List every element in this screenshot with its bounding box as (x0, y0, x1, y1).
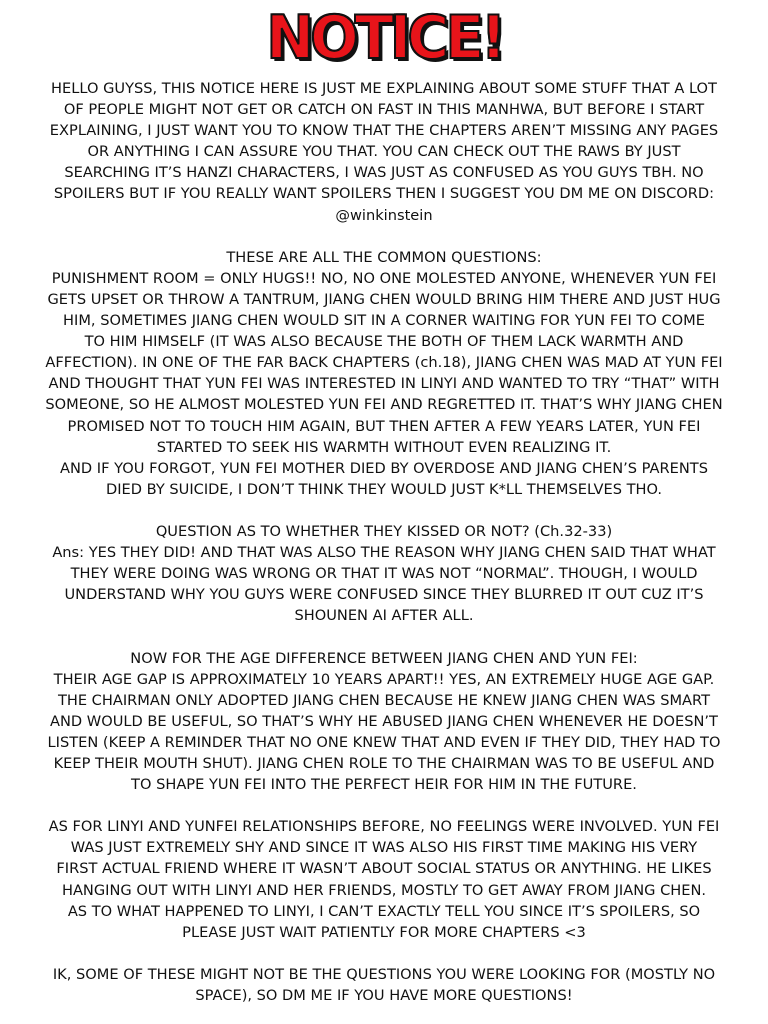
text-line: SOMEONE, SO HE ALMOST MOLESTED YUN FEI AND REGRETTED IT. THAT’S WHY JIANG CHEN (45, 396, 723, 414)
text-line: LISTEN (KEEP A REMINDER THAT NO ONE KNEW THAT AND EVEN IF THEY DID, THEY HAD TO (47, 733, 721, 751)
notice-title: NOTICE! (265, 3, 503, 73)
text-line: AS TO WHAT HAPPENED TO LINYI, I CAN’T EXACTLY TELL YOU SINCE IT’S SPOILERS, SO (67, 902, 701, 920)
text-line: WAS JUST EXTREMELY SHY AND SINCE IT WAS ALSO HIS FIRST TIME MAKING HIS VERY (70, 839, 698, 857)
text-line: AFFECTION). IN ONE OF THE FAR BACK CHAPTERS (ch.18), JIANG CHEN WAS MAD AT YUN FEI (45, 354, 723, 372)
text-line: AND THOUGHT THAT YUN FEI WAS INTERESTED IN LINYI AND WANTED TO TRY “THAT” WITH (48, 375, 720, 393)
text-line: PROMISED NOT TO TOUCH HIM AGAIN, BUT THEN AFTER A FEW YEARS LATER, YUN FEI (67, 417, 701, 435)
text-line: KEEP THEIR MOUTH SHUT). JIANG CHEN ROLE TO THE CHAIRMAN WAS TO BE USEFUL AND (53, 755, 715, 772)
text-line: HIM, SOMETIMES JIANG CHEN WOULD SIT IN A CORNER WAITING FOR YUN FEI TO COME (63, 312, 705, 330)
text-line: IK, SOME OF THESE MIGHT NOT BE THE QUESTIONS YOU WERE LOOKING FOR (MOSTLY NO (52, 965, 716, 983)
text-line: TO SHAPE YUN FEI INTO THE PERFECT HEIR FOR HIM IN THE FUTURE. (131, 776, 637, 794)
notice-body (10, 78, 758, 1006)
paragraph-gap (10, 226, 758, 247)
text-line: PLEASE JUST WAIT PATIENTLY FOR MORE CHAPTERS <3 (182, 923, 586, 941)
text-line: STARTED TO SEEK HIS WARMTH WITHOUT EVEN REALIZING IT. (156, 438, 612, 456)
text-line: THESE ARE ALL THE COMMON QUESTIONS: (226, 248, 542, 266)
text-line: THE CHAIRMAN ONLY ADOPTED JIANG CHEN BECAUSE HE KNEW JIANG CHEN WAS SMART (57, 691, 711, 709)
text-line: THEIR AGE GAP IS APPROXIMATELY 10 YEARS APART!! YES, AN EXTREMELY HUGE AGE GAP. (53, 670, 715, 688)
text-line: EXPLAINING, I JUST WANT YOU TO KNOW THAT THE CHAPTERS AREN’T MISSING ANY PAGES (49, 122, 719, 140)
text-line: THEY WERE DOING WAS WRONG OR THAT IT WAS NOT “NORMAL”. THOUGH, I WOULD (70, 565, 698, 583)
text-line: OF PEOPLE MIGHT NOT GET OR CATCH ON FAST IN THIS MANHWA, BUT BEFORE I START (63, 101, 705, 119)
text-line: @winkinstein (335, 206, 433, 224)
text-line: AND WOULD BE USEFUL, SO THAT’S WHY HE ABUSED JIANG CHEN WHENEVER HE DOESN’T (50, 712, 718, 730)
text-line: OR ANYTHING I CAN ASSURE YOU THAT. YOU CAN CHECK OUT THE RAWS BY JUST (87, 143, 681, 161)
text-line: SEARCHING IT’S HANZI CHARACTERS, I WAS JUST AS CONFUSED AS YOU GUYS TBH. NO (64, 164, 704, 182)
text-line: AND IF YOU FORGOT, YUN FEI MOTHER DIED BY OVERDOSE AND JIANG CHEN’S PARENTS (60, 459, 708, 477)
text-line: SPACE), SO DM ME IF YOU HAVE MORE QUESTIONS! (195, 987, 573, 1005)
text-line: TO HIM HIMSELF (IT WAS ALSO BECAUSE THE BOTH OF THEM LACK WARMTH AND (84, 333, 684, 351)
text-line: GETS UPSET OR THROW A TANTRUM, JIANG CHEN WOULD BRING HIM THERE AND JUST HUG (47, 290, 721, 308)
paragraph-gap (10, 500, 758, 521)
paragraph-gap (10, 795, 758, 816)
text-line: SPOILERS BUT IF YOU REALLY WANT SPOILERS THEN I SUGGEST YOU DM ME ON DISCORD: (53, 185, 715, 203)
text-line: SHOUNEN AI AFTER ALL. (294, 607, 474, 625)
paragraph-gap (10, 626, 758, 647)
text-line: Ans: YES THEY DID! AND THAT WAS ALSO THE REASON WHY JIANG CHEN SAID THAT WHAT (52, 544, 716, 562)
text-line: DIED BY SUICIDE, I DON’T THINK THEY WOULD JUST K*LL THEMSELVES THO. (105, 480, 663, 498)
text-line: QUESTION AS TO WHETHER THEY KISSED OR NOT? (Ch.32-33) (155, 522, 613, 540)
title-banner (10, 0, 758, 78)
text-line: AS FOR LINYI AND YUNFEI RELATIONSHIPS BEFORE, NO FEELINGS WERE INVOLVED. YUN FEI (48, 818, 720, 836)
text-line: PUNISHMENT ROOM = ONLY HUGS!! NO, NO ONE MOLESTED ANYONE, WHENEVER YUN FEI (51, 269, 717, 287)
text-line: NOW FOR THE AGE DIFFERENCE BETWEEN JIANG CHEN AND YUN FEI: (130, 649, 638, 667)
text-line: UNDERSTAND WHY YOU GUYS WERE CONFUSED SINCE THEY BLURRED IT OUT CUZ IT’S (64, 586, 704, 604)
text-line: FIRST ACTUAL FRIEND WHERE IT WASN’T ABOUT SOCIAL STATUS OR ANYTHING. HE LIKES (56, 860, 712, 878)
paragraph-gap (10, 943, 758, 964)
text-line: HANGING OUT WITH LINYI AND HER FRIENDS, MOSTLY TO GET AWAY FROM JIANG CHEN. (61, 881, 707, 899)
text-line: HELLO GUYSS, THIS NOTICE HERE IS JUST ME EXPLAINING ABOUT SOME STUFF THAT A LOT (51, 80, 717, 97)
